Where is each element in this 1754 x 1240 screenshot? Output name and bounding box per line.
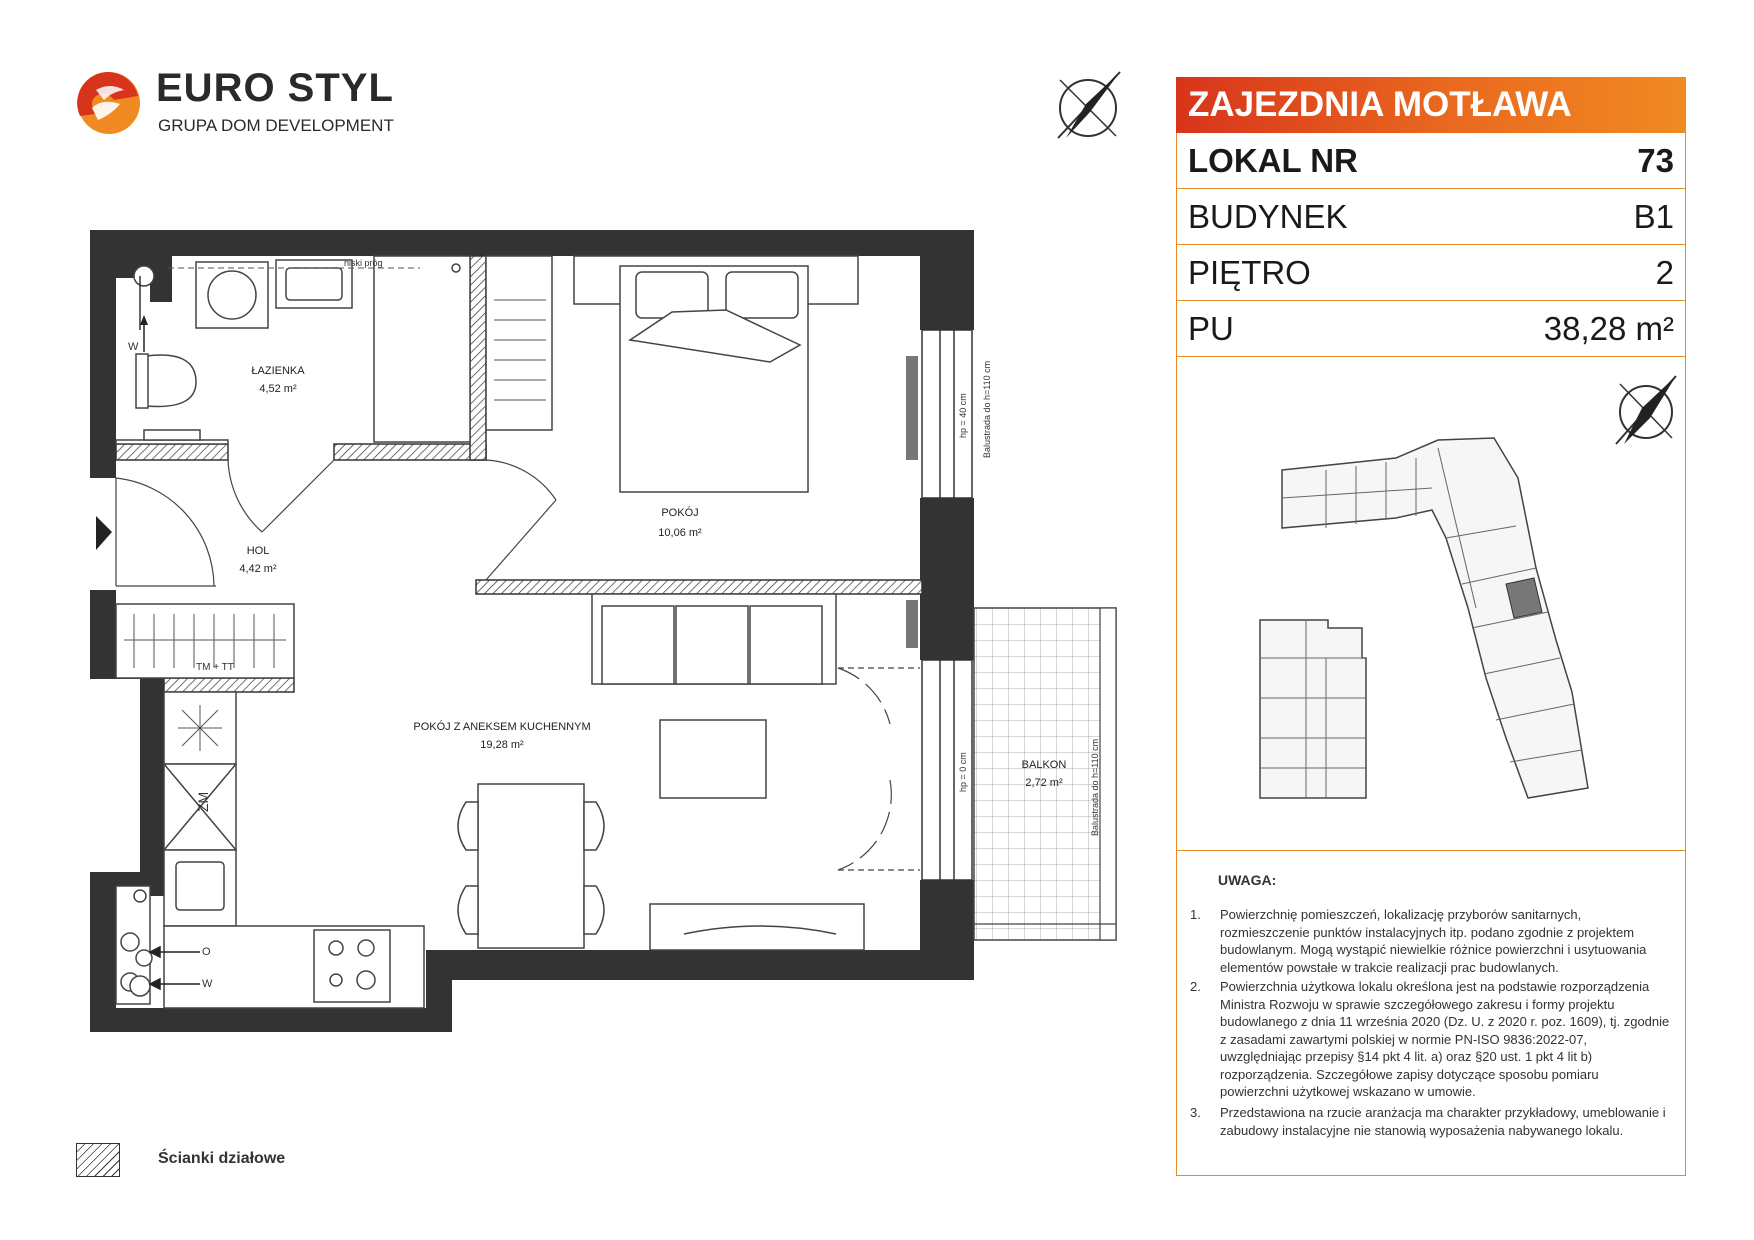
note-item [1190, 978, 1670, 1101]
legend-label: Ścianki działowe [158, 1150, 286, 1167]
row-label: LOKAL NR [1188, 142, 1358, 179]
brand-subtitle: GRUPA DOM DEVELOPMENT [158, 116, 394, 135]
annotation-w: W [128, 341, 139, 353]
room-label: BALKON [1021, 759, 1067, 771]
compass-icon [1616, 376, 1676, 444]
room-label: POKÓJ [661, 507, 699, 519]
building-key-plan [1176, 358, 1686, 828]
entrance-arrow-icon [96, 516, 112, 550]
chair [584, 802, 604, 850]
room-label: POKÓJ Z ANEKSEM KUCHENNYM [413, 721, 591, 733]
note-number: 1. [1190, 907, 1201, 922]
room-label: ŁAZIENKA [251, 365, 305, 377]
chair [458, 886, 478, 934]
dining-table [478, 784, 584, 948]
row-budynek [1176, 189, 1686, 245]
row-value: B1 [1633, 198, 1674, 235]
room-area: 2,72 m² [1025, 777, 1063, 789]
room-label: HOL [246, 545, 270, 557]
notes-title: UWAGA: [1218, 872, 1277, 888]
note-number: 3. [1190, 1105, 1201, 1120]
note-item [1190, 1104, 1670, 1139]
room-area: 10,06 m² [658, 527, 702, 539]
row-lokal-nr [1176, 133, 1686, 189]
toilet [146, 355, 196, 406]
note-item [1190, 906, 1670, 976]
annotation-zm: ZM [195, 791, 211, 812]
note-text: Powierzchnia użytkowa lokalu określona jest na podstawie rozporządzenia Ministra Rozwoju w sprawie szczegółowego zakresu i formy projektu budowlanego z dnia 11 września 2020 (Dz. U. z 2020 r. poz. 1609), tj. zgodnie z zasadami zawartymi polskiej w normie PN-ISO 9836:2022-07, uwzględniając przepisy §14 pkt 4 lit. a) oraz §20 ust. 1 pkt 4 lit b) rozporządzenia. Szczegółowe zapisy dotyczące sposobu pomiaru powierzchni użytkowej wskazano w umowie. [1220, 979, 1670, 1099]
chair [458, 802, 478, 850]
coffee-table [660, 720, 766, 798]
row-label: PIĘTRO [1188, 254, 1311, 291]
row-pietro [1176, 245, 1686, 301]
room-area: 19,28 m² [480, 739, 524, 751]
row-pu [1176, 301, 1686, 357]
note-text: Przedstawiona na rzucie aranżacja ma charakter przykładowy, umeblowanie i zabudowy instalacyjne nie stanowią wyposażenia nabywanego lokalu. [1220, 1105, 1666, 1138]
room-area: 4,52 m² [259, 383, 297, 395]
row-label: BUDYNEK [1188, 198, 1348, 235]
row-value: 38,28 m² [1543, 310, 1674, 347]
row-value: 2 [1655, 254, 1674, 291]
annotation-o: O [202, 946, 211, 958]
note-text: Powierzchnię pomieszczeń, lokalizację przyborów sanitarnych, rozmieszczenie punktów instalacyjnych itp. podano zgodnie z projektem budowlanym. Mogą wystąpić niewielkie różnice powierzchni i usytuowania elementów powstałe w trakcie realizacji prac budowlanych. [1220, 907, 1647, 975]
legend-hatch-swatch [76, 1143, 120, 1177]
pillow-right [726, 272, 798, 318]
annotation-w: W [202, 978, 213, 990]
compass-icon [1058, 72, 1120, 138]
row-value: 73 [1637, 142, 1674, 179]
row-label: PU [1188, 310, 1234, 347]
annotation-niski-prog: niski próg [344, 258, 383, 268]
annotation-hp40: hp = 40 cm [958, 393, 968, 438]
notes-divider [1176, 850, 1686, 851]
room-area: 4,42 m² [239, 563, 277, 575]
annotation-balustrada: Balustrada do h=110 cm [1090, 738, 1100, 836]
brand-name: EURO STYL [156, 66, 394, 110]
note-number: 2. [1190, 979, 1201, 994]
annotation-tm-tt: TM + TT [196, 662, 234, 673]
tv-cabinet [650, 904, 864, 950]
annotation-balustrada: Balustrada do h=110 cm [982, 360, 992, 458]
washing-machine-drum [208, 271, 256, 319]
hob [314, 930, 390, 1002]
chair [584, 886, 604, 934]
wardrobe [486, 256, 552, 430]
project-title: ZAJEZDNIA MOTŁAWA [1176, 77, 1686, 133]
shower [374, 256, 470, 442]
water-meter-icon [134, 266, 154, 286]
annotation-hp0: hp = 0 cm [958, 752, 968, 792]
